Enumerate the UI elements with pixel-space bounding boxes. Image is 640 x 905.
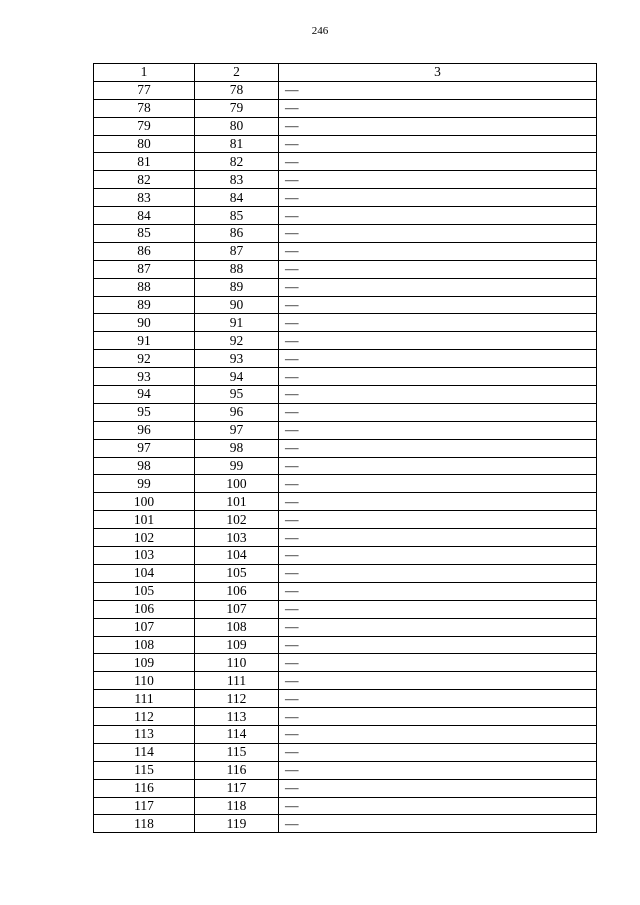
table-cell-col-3: — xyxy=(279,225,597,243)
table-cell-col-2: 115 xyxy=(195,743,279,761)
table-row xyxy=(94,225,597,243)
table-cell-col-2: 95 xyxy=(195,386,279,404)
table-cell-col-1: 103 xyxy=(94,547,195,565)
table-row xyxy=(94,547,597,565)
table-row xyxy=(94,493,597,511)
table-row xyxy=(94,529,597,547)
table-cell-col-3: — xyxy=(279,708,597,726)
table-cell-col-3: — xyxy=(279,439,597,457)
table-cell-col-2: 114 xyxy=(195,725,279,743)
table-cell-col-3: — xyxy=(279,189,597,207)
table-cell-col-2: 88 xyxy=(195,260,279,278)
table-cell-col-1: 78 xyxy=(94,99,195,117)
table-cell-col-1: 84 xyxy=(94,207,195,225)
table-cell-col-1: 117 xyxy=(94,797,195,815)
table-cell-col-3: — xyxy=(279,529,597,547)
table-row xyxy=(94,475,597,493)
table-cell-col-2: 106 xyxy=(195,582,279,600)
table-cell-col-1: 114 xyxy=(94,743,195,761)
table-cell-col-3: — xyxy=(279,386,597,404)
table-cell-col-2: 96 xyxy=(195,403,279,421)
table-cell-col-1: 87 xyxy=(94,260,195,278)
table-cell-col-1: 108 xyxy=(94,636,195,654)
table-cell-col-3: — xyxy=(279,815,597,833)
table-cell-col-3: — xyxy=(279,350,597,368)
table-cell-col-2: 102 xyxy=(195,511,279,529)
table-row xyxy=(94,207,597,225)
table-cell-col-2: 103 xyxy=(195,529,279,547)
table-cell-col-3: — xyxy=(279,690,597,708)
table-cell-col-3: — xyxy=(279,171,597,189)
table-cell-col-1: 107 xyxy=(94,618,195,636)
table-cell-col-2: 93 xyxy=(195,350,279,368)
table-row xyxy=(94,332,597,350)
page-number: 246 xyxy=(311,25,329,37)
table-cell-col-1: 91 xyxy=(94,332,195,350)
table-row xyxy=(94,708,597,726)
table-row xyxy=(94,189,597,207)
table-cell-col-3: — xyxy=(279,725,597,743)
table-row xyxy=(94,457,597,475)
table-row xyxy=(94,743,597,761)
table-cell-col-1: 88 xyxy=(94,278,195,296)
table-cell-col-1: 112 xyxy=(94,708,195,726)
table-cell-col-1: 79 xyxy=(94,117,195,135)
table-cell-col-3: — xyxy=(279,314,597,332)
table-cell-col-3: — xyxy=(279,475,597,493)
table-cell-col-2: 101 xyxy=(195,493,279,511)
table-cell-col-3: — xyxy=(279,618,597,636)
table-cell-col-2: 108 xyxy=(195,618,279,636)
table-cell-col-3: — xyxy=(279,403,597,421)
table-row xyxy=(94,99,597,117)
table-cell-col-1: 104 xyxy=(94,564,195,582)
table-cell-col-2: 104 xyxy=(195,547,279,565)
table-cell-col-3: — xyxy=(279,547,597,565)
table-row xyxy=(94,690,597,708)
table-cell-col-3: — xyxy=(279,368,597,386)
table-cell-col-2: 112 xyxy=(195,690,279,708)
table-cell-col-2: 90 xyxy=(195,296,279,314)
table-cell-col-2: 105 xyxy=(195,564,279,582)
table-cell-col-2: 92 xyxy=(195,332,279,350)
table-cell-col-1: 96 xyxy=(94,421,195,439)
table-cell-col-2: 99 xyxy=(195,457,279,475)
table-cell-col-1: 89 xyxy=(94,296,195,314)
table-cell-col-2: 119 xyxy=(195,815,279,833)
table-cell-col-2: 100 xyxy=(195,475,279,493)
table-cell-col-1: 115 xyxy=(94,761,195,779)
table-cell-col-3: — xyxy=(279,457,597,475)
table-row xyxy=(94,421,597,439)
column-header-2: 2 xyxy=(195,64,279,82)
table-cell-col-1: 95 xyxy=(94,403,195,421)
table-cell-col-1: 94 xyxy=(94,386,195,404)
table-row xyxy=(94,439,597,457)
table-row xyxy=(94,582,597,600)
table-cell-col-2: 80 xyxy=(195,117,279,135)
table-cell-col-3: — xyxy=(279,207,597,225)
table-cell-col-2: 113 xyxy=(195,708,279,726)
table-cell-col-3: — xyxy=(279,242,597,260)
table-cell-col-3: — xyxy=(279,260,597,278)
table-row xyxy=(94,600,597,618)
table-cell-col-3: — xyxy=(279,135,597,153)
table-row xyxy=(94,779,597,797)
table-cell-col-2: 116 xyxy=(195,761,279,779)
table-cell-col-3: — xyxy=(279,117,597,135)
table-cell-col-1: 105 xyxy=(94,582,195,600)
table-row xyxy=(94,511,597,529)
table-cell-col-1: 81 xyxy=(94,153,195,171)
table-cell-col-1: 92 xyxy=(94,350,195,368)
table-cell-col-2: 82 xyxy=(195,153,279,171)
table-cell-col-2: 97 xyxy=(195,421,279,439)
column-header-3: 3 xyxy=(279,64,597,82)
table-cell-col-3: — xyxy=(279,81,597,99)
table-cell-col-3: — xyxy=(279,332,597,350)
table-cell-col-1: 109 xyxy=(94,654,195,672)
table-cell-col-1: 102 xyxy=(94,529,195,547)
table-cell-col-1: 97 xyxy=(94,439,195,457)
table-cell-col-3: — xyxy=(279,779,597,797)
table-cell-col-3: — xyxy=(279,564,597,582)
table-row xyxy=(94,672,597,690)
table-cell-col-3: — xyxy=(279,672,597,690)
table-cell-col-1: 83 xyxy=(94,189,195,207)
table-cell-col-2: 89 xyxy=(195,278,279,296)
table-row xyxy=(94,260,597,278)
table-cell-col-2: 117 xyxy=(195,779,279,797)
table-cell-col-3: — xyxy=(279,278,597,296)
table-cell-col-3: — xyxy=(279,99,597,117)
table-cell-col-3: — xyxy=(279,797,597,815)
table-cell-col-1: 77 xyxy=(94,81,195,99)
table-row xyxy=(94,278,597,296)
table-cell-col-1: 110 xyxy=(94,672,195,690)
table-row xyxy=(94,314,597,332)
data-table xyxy=(93,63,597,833)
table-cell-col-1: 113 xyxy=(94,725,195,743)
table-cell-col-1: 98 xyxy=(94,457,195,475)
table-cell-col-2: 98 xyxy=(195,439,279,457)
table-row xyxy=(94,135,597,153)
table-cell-col-3: — xyxy=(279,153,597,171)
table-row xyxy=(94,654,597,672)
table-row xyxy=(94,242,597,260)
table-header-row xyxy=(94,64,597,82)
table-cell-col-2: 81 xyxy=(195,135,279,153)
table-cell-col-1: 101 xyxy=(94,511,195,529)
table-cell-col-1: 116 xyxy=(94,779,195,797)
table-cell-col-3: — xyxy=(279,761,597,779)
table-cell-col-2: 109 xyxy=(195,636,279,654)
table-row xyxy=(94,153,597,171)
table-cell-col-2: 91 xyxy=(195,314,279,332)
table-row xyxy=(94,117,597,135)
table-cell-col-1: 85 xyxy=(94,225,195,243)
table-cell-col-2: 94 xyxy=(195,368,279,386)
table-cell-col-2: 84 xyxy=(195,189,279,207)
table-body xyxy=(94,81,597,832)
table-cell-col-1: 111 xyxy=(94,690,195,708)
table-cell-col-2: 118 xyxy=(195,797,279,815)
table-cell-col-3: — xyxy=(279,654,597,672)
table-row xyxy=(94,403,597,421)
table-row xyxy=(94,81,597,99)
table-row xyxy=(94,564,597,582)
table-row xyxy=(94,797,597,815)
column-header-1: 1 xyxy=(94,64,195,82)
table-cell-col-2: 86 xyxy=(195,225,279,243)
table-cell-col-3: — xyxy=(279,296,597,314)
table-cell-col-2: 78 xyxy=(195,81,279,99)
table-cell-col-1: 80 xyxy=(94,135,195,153)
table-cell-col-3: — xyxy=(279,636,597,654)
table-row xyxy=(94,171,597,189)
table-cell-col-3: — xyxy=(279,511,597,529)
table-cell-col-3: — xyxy=(279,493,597,511)
table-cell-col-1: 82 xyxy=(94,171,195,189)
table-row xyxy=(94,761,597,779)
table-cell-col-2: 111 xyxy=(195,672,279,690)
table-cell-col-1: 86 xyxy=(94,242,195,260)
table-cell-col-2: 107 xyxy=(195,600,279,618)
table-row xyxy=(94,636,597,654)
table-row xyxy=(94,618,597,636)
table-row xyxy=(94,368,597,386)
table-cell-col-2: 79 xyxy=(195,99,279,117)
table-row xyxy=(94,725,597,743)
table-cell-col-1: 118 xyxy=(94,815,195,833)
table-cell-col-1: 106 xyxy=(94,600,195,618)
table-cell-col-2: 83 xyxy=(195,171,279,189)
table-cell-col-2: 85 xyxy=(195,207,279,225)
table-row xyxy=(94,350,597,368)
table-cell-col-3: — xyxy=(279,743,597,761)
table-cell-col-1: 90 xyxy=(94,314,195,332)
table-cell-col-3: — xyxy=(279,582,597,600)
table-row xyxy=(94,296,597,314)
table-cell-col-2: 87 xyxy=(195,242,279,260)
table-cell-col-3: — xyxy=(279,600,597,618)
table-row xyxy=(94,815,597,833)
table-cell-col-2: 110 xyxy=(195,654,279,672)
table-cell-col-3: — xyxy=(279,421,597,439)
table-cell-col-1: 93 xyxy=(94,368,195,386)
table-cell-col-1: 100 xyxy=(94,493,195,511)
table-cell-col-1: 99 xyxy=(94,475,195,493)
table-row xyxy=(94,386,597,404)
